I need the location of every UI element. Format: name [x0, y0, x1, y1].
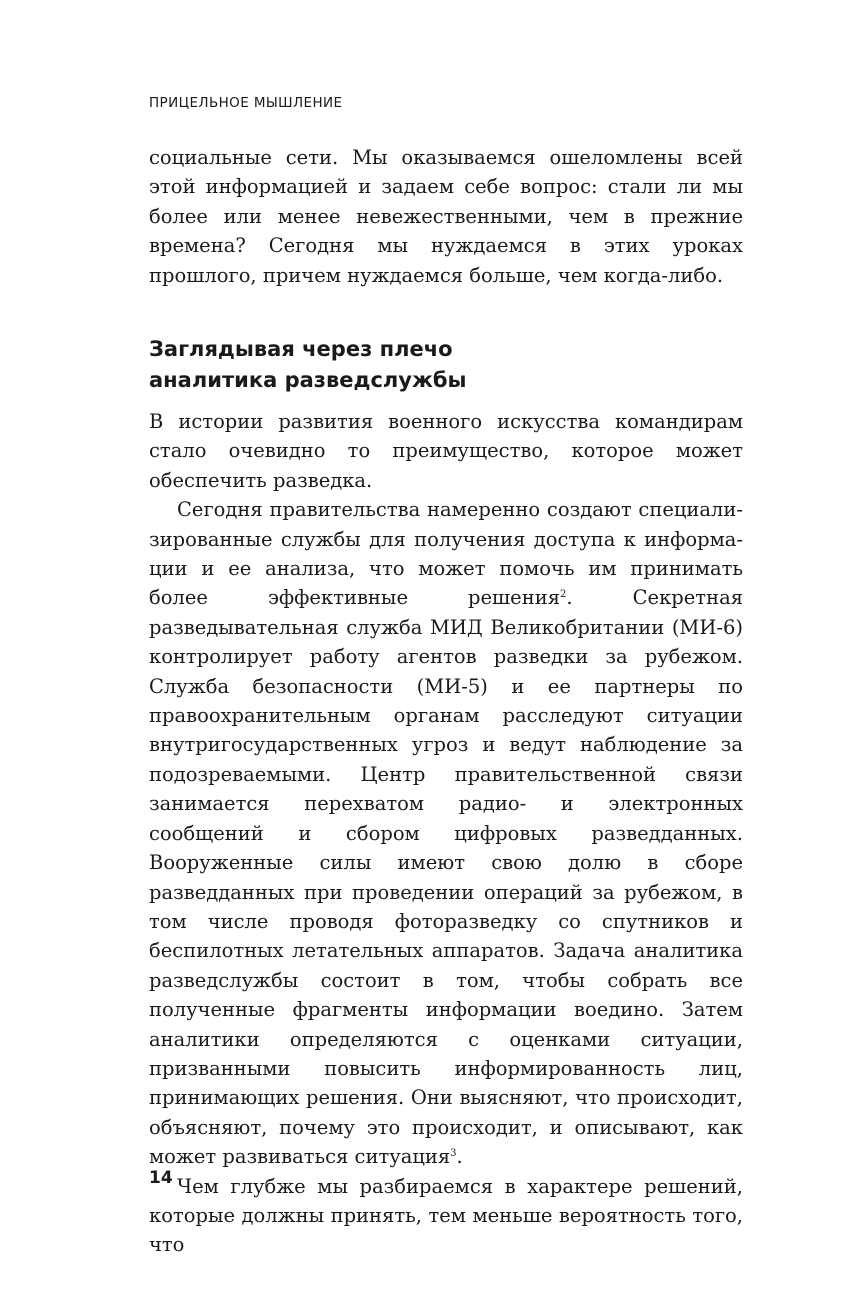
- running-head: ПРИЦЕЛЬНОЕ МЫШЛЕНИЕ: [149, 95, 343, 111]
- footnote-ref-2[interactable]: 2: [560, 589, 567, 601]
- body-text: [149, 407, 743, 1260]
- intro-paragraph: социальные сети. Мы оказываемся ошеломлены всей этой информацией и задаем себе вопрос: стали ли мы более или менее невежественными, чем в прежние времена? Сегодня мы нуждаемся в этих уроках прошлого, причем нуждаемся больше, чем когда-либо.: [149, 146, 743, 287]
- paragraph-2-part-2: . Секретная разведывательная служба МИД Великобритании (МИ-6) контролирует работу агентов разведки за рубежом. Служба безопасности (МИ-5) и ее партнеры по правоохранительным органам расследуют ситуации внутригосударственных угроз и ведут наблюдение за подозреваемыми. Центр правительственной связи занимается перехватом радио- и электронных сообщений и сбором цифровых разведданных. Вооруженные силы имеют свою долю в сборе разведданных при проведении операций за рубежом, в том числе проводя фоторазведку со спутников и беспилотных летательных аппаратов. Задача аналитика разведслужбы состоит в том, чтобы собрать все полученные фрагменты информации воедино. Затем аналитики определяются с оценками ситуации, призванными повысить информированность лиц, принимающих решения. Они выясняют, что происходит, объясняют, почему это происходит, и описывают, как может развиваться ситуация: [149, 586, 744, 1169]
- footnote-ref-3[interactable]: 3: [450, 1148, 457, 1160]
- paragraph-2: [149, 495, 743, 1171]
- paragraph-1: В истории развития военного искусства командирам стало очевидно то преимущество, которое может обеспечить разведка.: [149, 410, 743, 492]
- section-heading-line-1: Заглядывая через плечо: [149, 337, 453, 361]
- section-heading-line-2: аналитика разведслужбы: [149, 368, 467, 392]
- paragraph-3: Чем глубже мы разбираемся в характере решений, которые должны принять, тем меньше вероятность того, что: [149, 1174, 743, 1257]
- paragraph-2-part-3: .: [456, 1145, 463, 1169]
- section-heading: [149, 334, 749, 396]
- paragraph-2-part-1: Сегодня правительства намеренно создают специализированные службы для получения доступа к информации и ее анализа, что может помочь им принимать более эффективные решения: [149, 498, 743, 610]
- intro-text: [149, 143, 743, 290]
- page-number: 14: [149, 1168, 173, 1188]
